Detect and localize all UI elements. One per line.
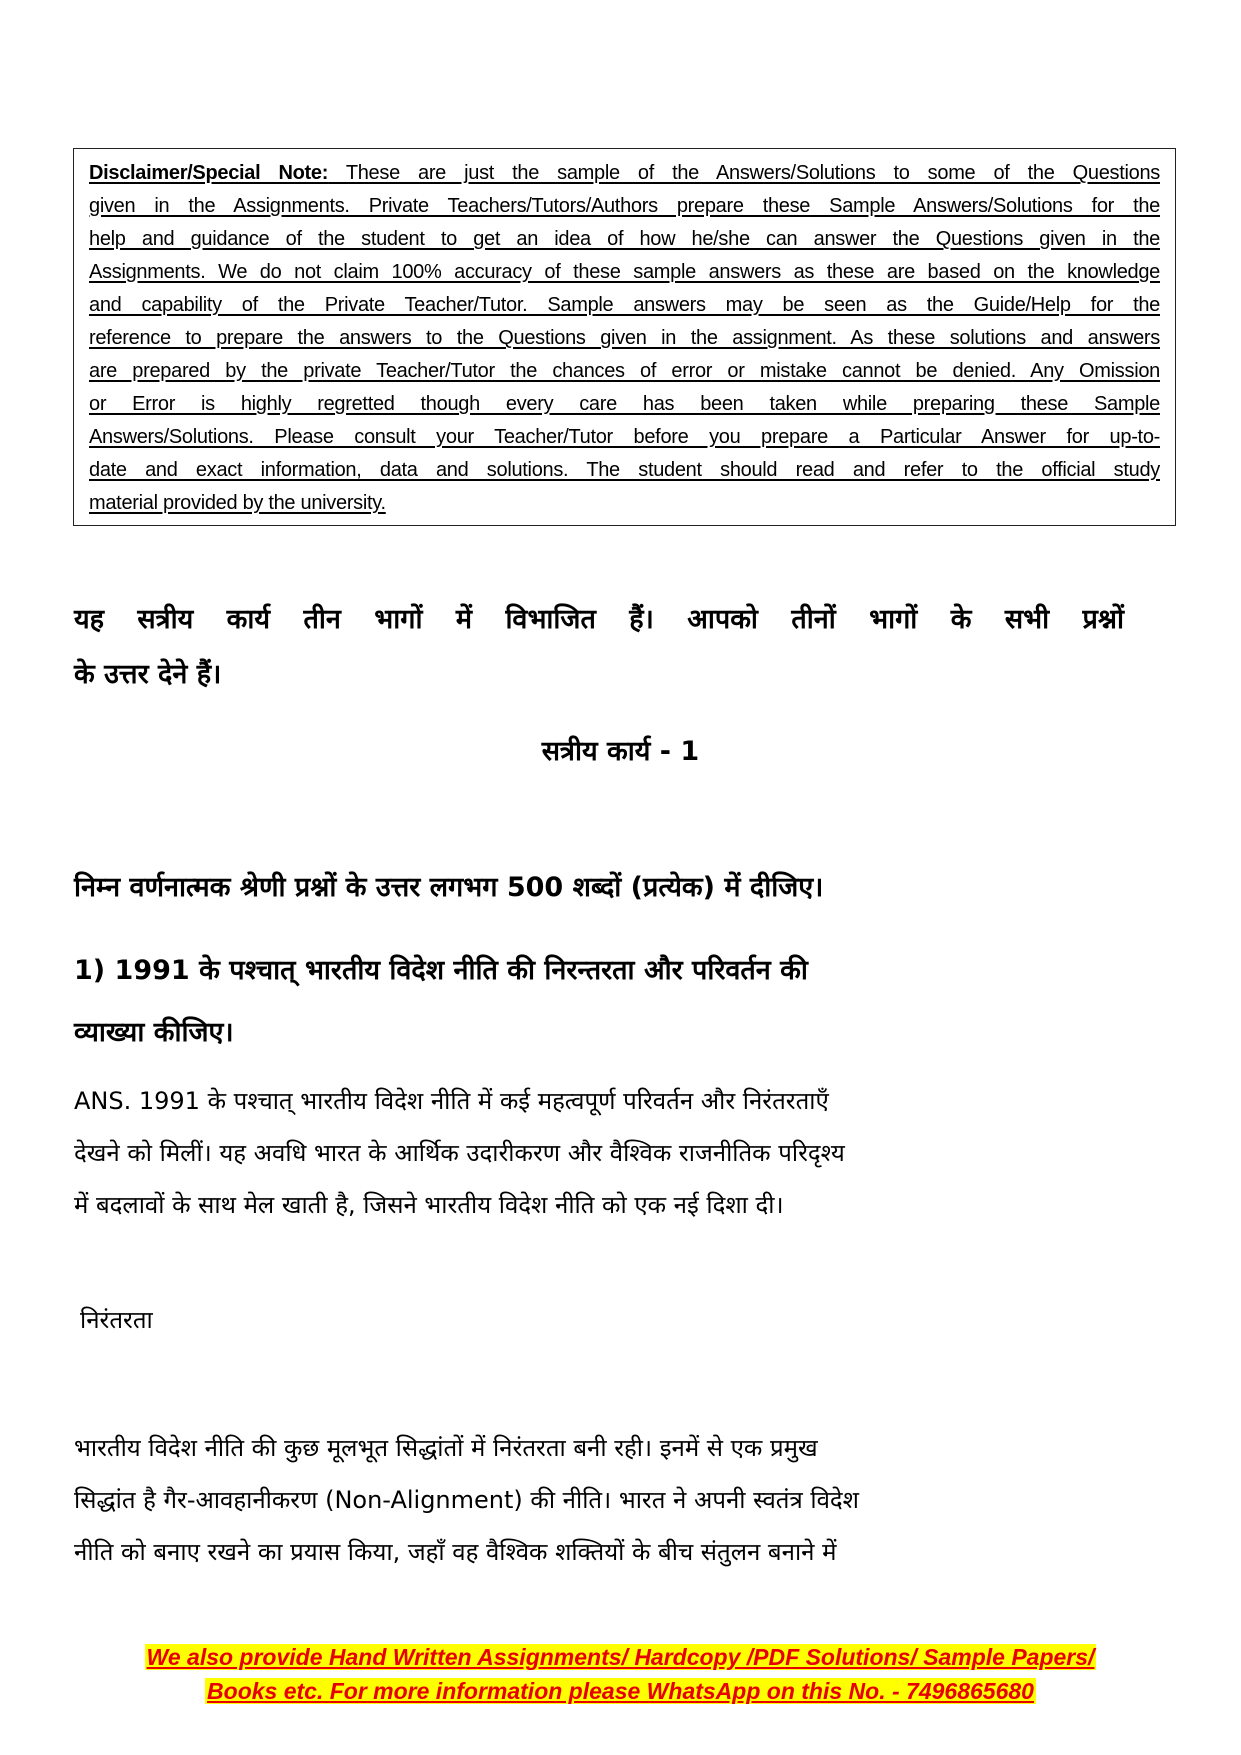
- answer-paragraph: [74, 1075, 1144, 1231]
- disclaimer-box: [73, 148, 1176, 526]
- promo-line-2: Books etc. For more information please WhatsApp on this No. - 7496865680: [207, 1678, 1034, 1704]
- promo-line-1: We also provide Hand Written Assignments/ Hardcopy /PDF Solutions/ Sample Papers/: [146, 1644, 1095, 1670]
- question-line-2: व्याख्या कीजिए।: [74, 1017, 234, 1048]
- disclaimer-label: Disclaimer/Special Note:: [89, 162, 329, 184]
- disclaimer-line: help and guidance of the student to get an idea of how he/she can answer the Questions given in the: [89, 228, 1160, 250]
- disclaimer-line: Assignments. We do not claim 100% accuracy of these sample answers as these are based on the knowledge: [89, 261, 1160, 283]
- disclaimer-line: and capability of the Private Teacher/Tutor. Sample answers may be seen as the Guide/Help for the: [89, 294, 1160, 316]
- section-title: सत्रीय कार्य - 1: [541, 736, 700, 767]
- disclaimer-line: given in the Assignments. Private Teachers/Tutors/Authors prepare these Sample Answers/Solutions for the: [89, 195, 1160, 217]
- disclaimer-line: reference to prepare the answers to the Questions given in the assignment. As these solutions and answers: [89, 327, 1160, 349]
- intro-line-1: यह सत्रीय कार्य तीन भागों में विभाजित हैं। आपको तीनों भागों के सभी प्रश्नों: [74, 604, 1124, 635]
- question-heading: [74, 940, 1134, 1064]
- answer-line: देखने को मिलीं। यह अवधि भारत के आर्थिक उदारीकरण और वैश्विक राजनीतिक परिदृश्य: [74, 1139, 845, 1167]
- disclaimer-line: material provided by the university.: [89, 492, 386, 514]
- paragraph-line: नीति को बनाए रखने का प्रयास किया, जहाँ वह वैश्विक शक्तियों के बीच संतुलन बनाने में: [74, 1538, 837, 1566]
- assignment-intro: [74, 592, 1134, 702]
- promo-footer: [0, 1640, 1241, 1708]
- intro-line-2: के उत्तर देने हैं।: [74, 659, 222, 690]
- question-line-1: 1) 1991 के पश्चात् भारतीय विदेश नीति की निरन्तरता और परिवर्तन की: [74, 955, 808, 986]
- disclaimer-line: date and exact information, data and solutions. The student should read and refer to the official study: [89, 459, 1160, 481]
- answer-line: ANS. 1991 के पश्चात् भारतीय विदेश नीति में कई महत्वपूर्ण परिवर्तन और निरंतरताएँ: [74, 1087, 829, 1115]
- paragraph-line: भारतीय विदेश नीति की कुछ मूलभूत सिद्धांतों में निरंतरता बनी रही। इनमें से एक प्रमुख: [74, 1434, 818, 1462]
- instruction-heading: निम्न वर्णनात्मक श्रेणी प्रश्नों के उत्तर लगभग 500 शब्दों (प्रत्येक) में दीजिए।: [74, 872, 824, 903]
- disclaimer-line: are prepared by the private Teacher/Tutor the chances of error or mistake cannot be denied. Any Omission: [89, 360, 1160, 382]
- paragraph-line: सिद्धांत है गैर-आवहानीकरण (Non-Alignment) की नीति। भारत ने अपनी स्वतंत्र विदेश: [74, 1486, 859, 1514]
- disclaimer-line: Answers/Solutions. Please consult your Teacher/Tutor before you prepare a Particular Answer for up-to-: [89, 426, 1160, 448]
- answer-line: में बदलावों के साथ मेल खाती है, जिसने भारतीय विदेश नीति को एक नई दिशा दी।: [74, 1191, 784, 1219]
- disclaimer-line: Disclaimer/Special Note: These are just the sample of the Answers/Solutions to some of the Questions: [89, 162, 1160, 184]
- disclaimer-line: or Error is highly regretted though every care has been taken while preparing these Sample: [89, 393, 1160, 415]
- subheading-continuity: निरंतरता: [80, 1306, 153, 1334]
- continuity-paragraph: [74, 1422, 1144, 1578]
